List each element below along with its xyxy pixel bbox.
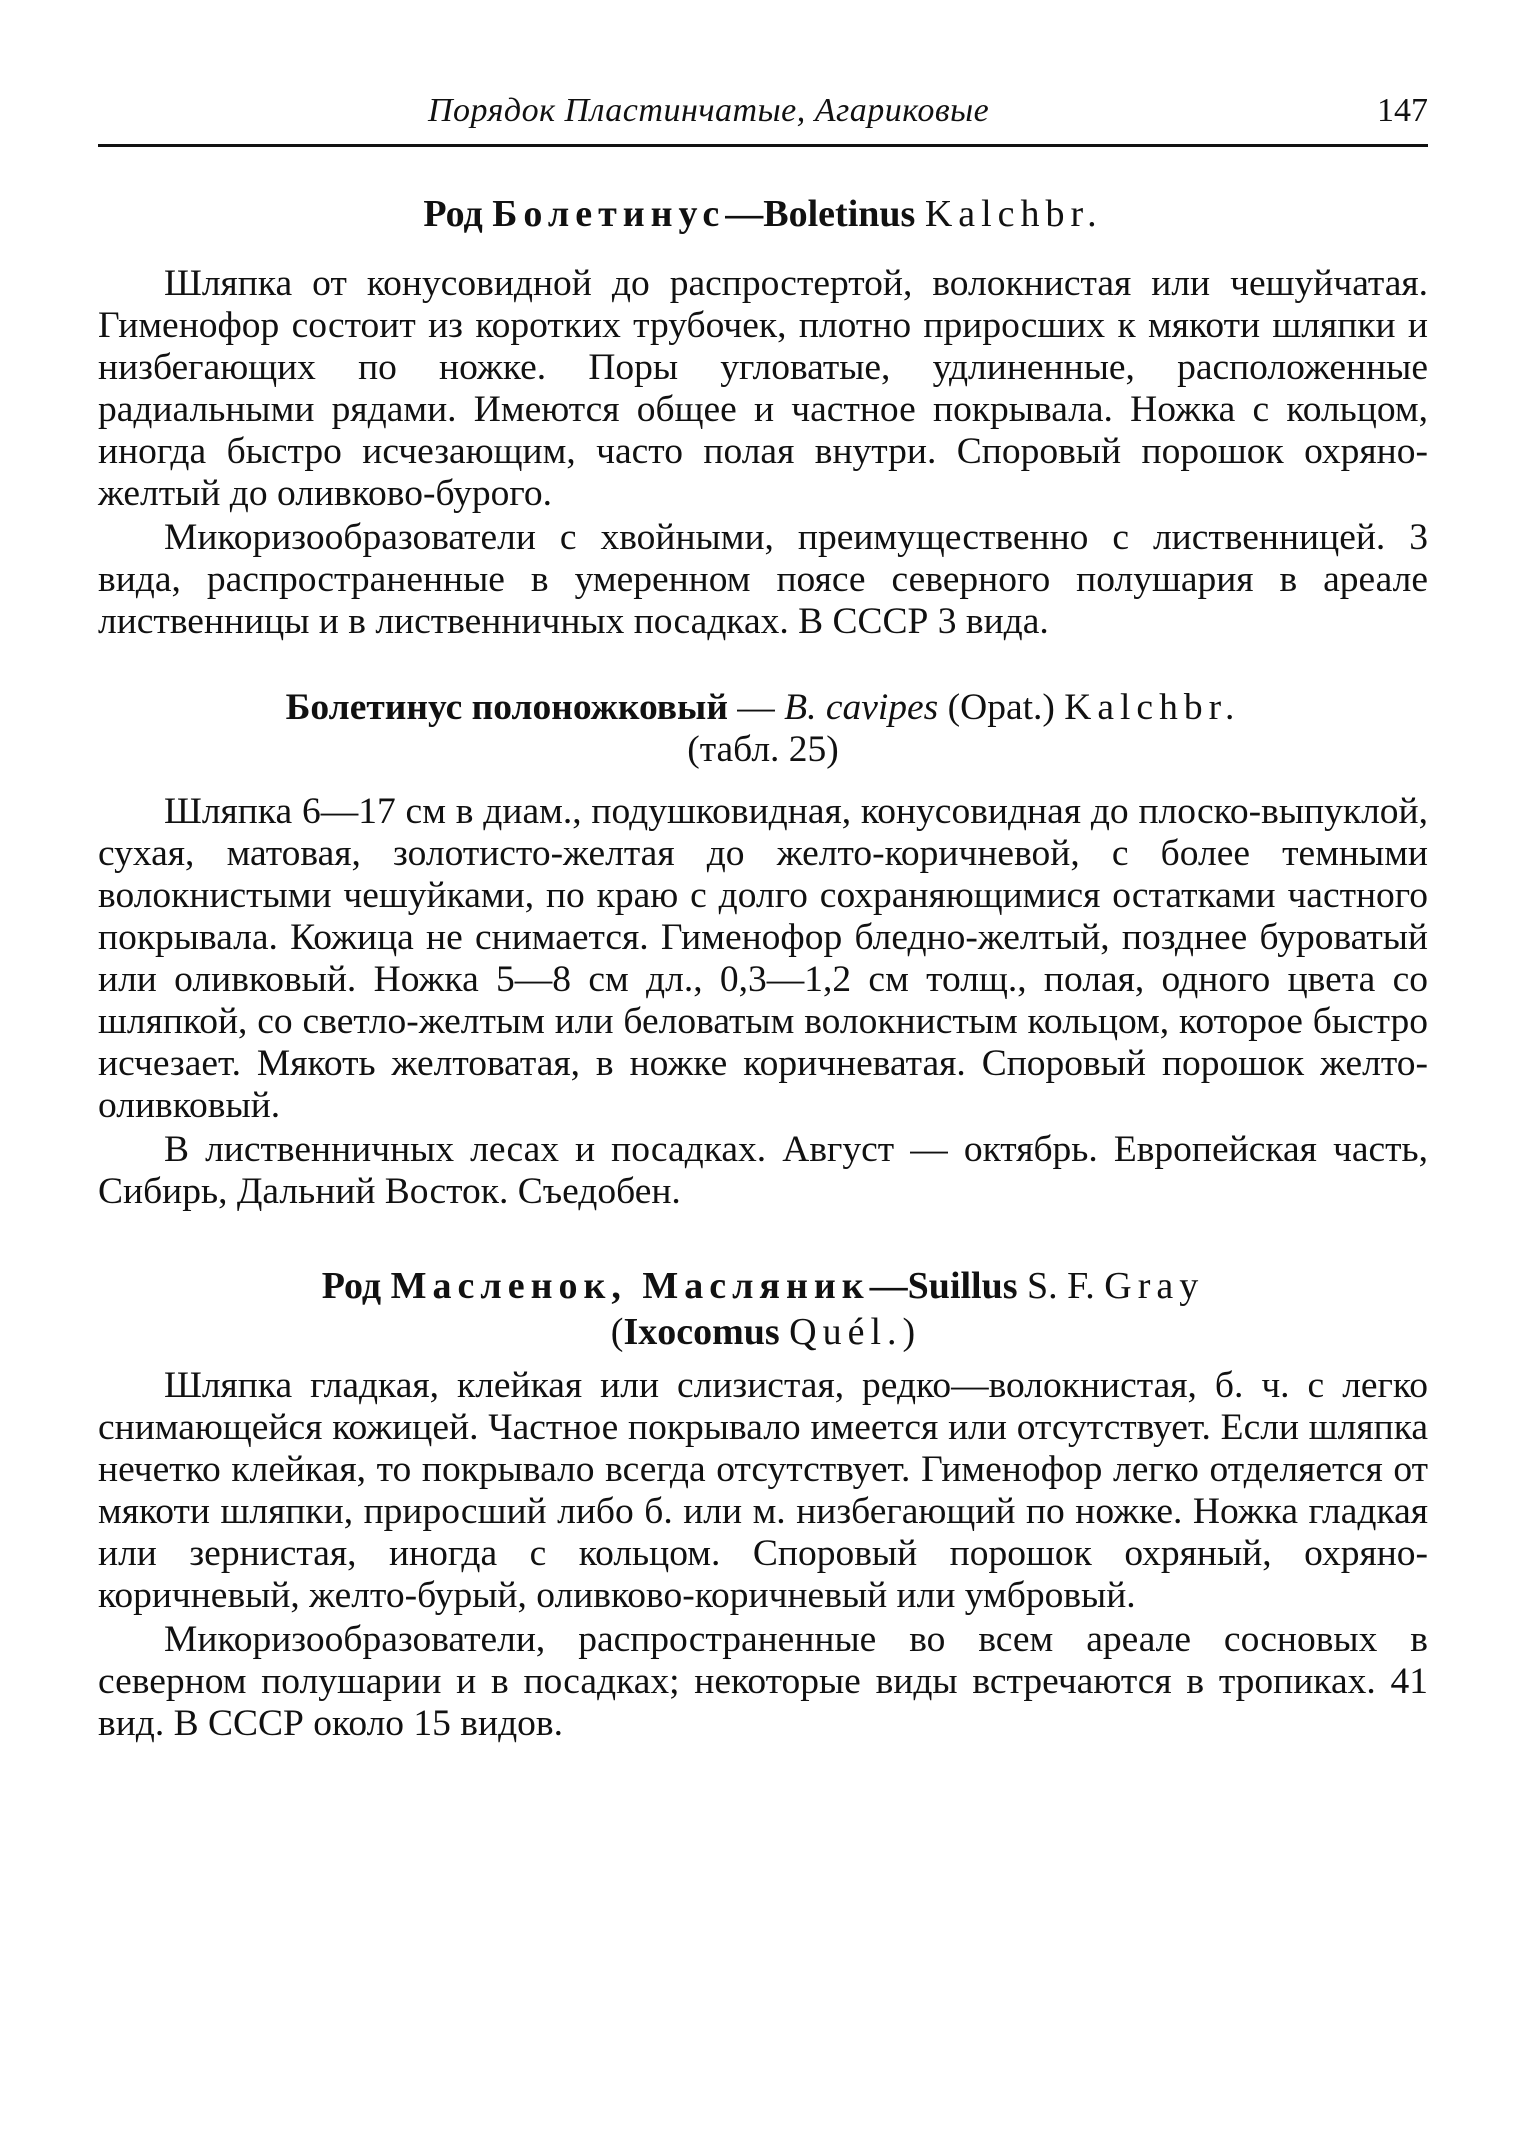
genus2-ecology-paragraph: Микоризообразователи, распространенные во всем ареале сосновых в северном полушарии и в посадках; некоторые виды встречаются в тропиках. 41 вид. В СССР около 15 видов. xyxy=(98,1619,1428,1744)
genus-heading-suillus xyxy=(98,1263,1428,1355)
genus-author: Kalchbr. xyxy=(924,193,1103,235)
species-name-lat: B. cavipes xyxy=(784,687,939,728)
species-name-ru: Болетинус полоножковый xyxy=(285,687,728,728)
genus2-syn-author: Quél. xyxy=(789,1311,903,1353)
species-author-paren: (Opat.) xyxy=(938,687,1065,728)
running-head-title: Порядок Пластинчатые, Агариковые xyxy=(428,92,990,129)
genus2-dash: — xyxy=(869,1265,908,1307)
genus2-syn-lat: Ixocomus xyxy=(623,1311,790,1353)
genus-name-lat: Boletinus xyxy=(763,193,925,235)
genus2-name-lat: Suillus xyxy=(907,1265,1028,1307)
page-number: 147 xyxy=(1377,92,1428,129)
genus2-synonym xyxy=(98,1309,1428,1355)
running-head xyxy=(98,88,1428,147)
genus-heading-boletinus xyxy=(98,191,1428,237)
genus-description-paragraph: Шляпка от конусовидной до распростертой, волокнистая или чешуйчатая. Гименофор состоит из коротких трубочек, плотно приросших к мякоти шляпки и низбегающих по ножке. Поры угловатые, удлиненные, расположенные радиальными рядами. Имеются общее и частное покрывала. Ножка с кольцом, иногда быстро исчезающим, часто полая внутри. Споровый порошок охряно-желтый до оливково-бурого. xyxy=(98,263,1428,514)
genus2-author: Gray xyxy=(1104,1265,1205,1307)
species-description-paragraph: Шляпка 6—17 см в диам., подушковидная, конусовидная до плоско-выпуклой, сухая, матовая, золотисто-желтая до желто-коричневой, с более темными волокнистыми чешуйками, по краю с долго сохраняющимися остатками частного покрывала. Кожица не снимается. Гименофор бледно-желтый, позднее буроватый или оливковый. Ножка 5—8 см дл., 0,3—1,2 см толщ., полая, одного цвета со шляпкой, со светло-желтым или беловатым волокнистым кольцом, которое быстро исчезает. Мякоть желтоватая, в ножке коричневатая. Споровый порошок желто-оливковый. xyxy=(98,791,1428,1126)
species-plate-reference: (табл. 25) xyxy=(687,729,839,770)
species-heading-boletinus-cavipes xyxy=(98,687,1428,771)
genus2-prefix: Род xyxy=(321,1265,391,1307)
genus-name-ru: Болетинус xyxy=(492,193,726,235)
page xyxy=(98,88,1428,1745)
genus2-description-paragraph: Шляпка гладкая, клейкая или слизистая, редко—волокнистая, б. ч. с легко снимающейся кожицей. Частное покрывало имеется или отсутствует. Если шляпка нечетко клейкая, то покрывало всегда отсутствует. Гименофор легко отделяется от мякоти шляпки, приросший либо б. или м. низбегающий по ножке. Ножка гладкая или зернистая, иногда с кольцом. Споровый порошок охряный, охряно-коричневый, желто-бурый, оливково-коричневый или умбровый. xyxy=(98,1365,1428,1616)
species-dash: — xyxy=(727,687,785,728)
genus-prefix: Род xyxy=(423,193,493,235)
species-author: Kalchbr. xyxy=(1064,687,1241,728)
genus2-name-ru: Масленок, Масляник xyxy=(390,1265,870,1307)
genus-dash: — xyxy=(725,193,764,235)
genus2-syn-open: ( xyxy=(610,1311,624,1353)
genus-ecology-paragraph: Микоризообразователи с хвойными, преимущественно с лиственницей. 3 вида, распространенные в умеренном поясе северного полушария в ареале лиственницы и в лиственничных посадках. В СССР 3 вида. xyxy=(98,517,1428,642)
genus2-syn-close: ) xyxy=(902,1311,916,1353)
species-habitat-paragraph: В лиственничных лесах и посадках. Август — октябрь. Европейская часть, Сибирь, Дальний Восток. Съедобен. xyxy=(98,1129,1428,1212)
genus2-author-initials: S. F. xyxy=(1027,1265,1105,1307)
